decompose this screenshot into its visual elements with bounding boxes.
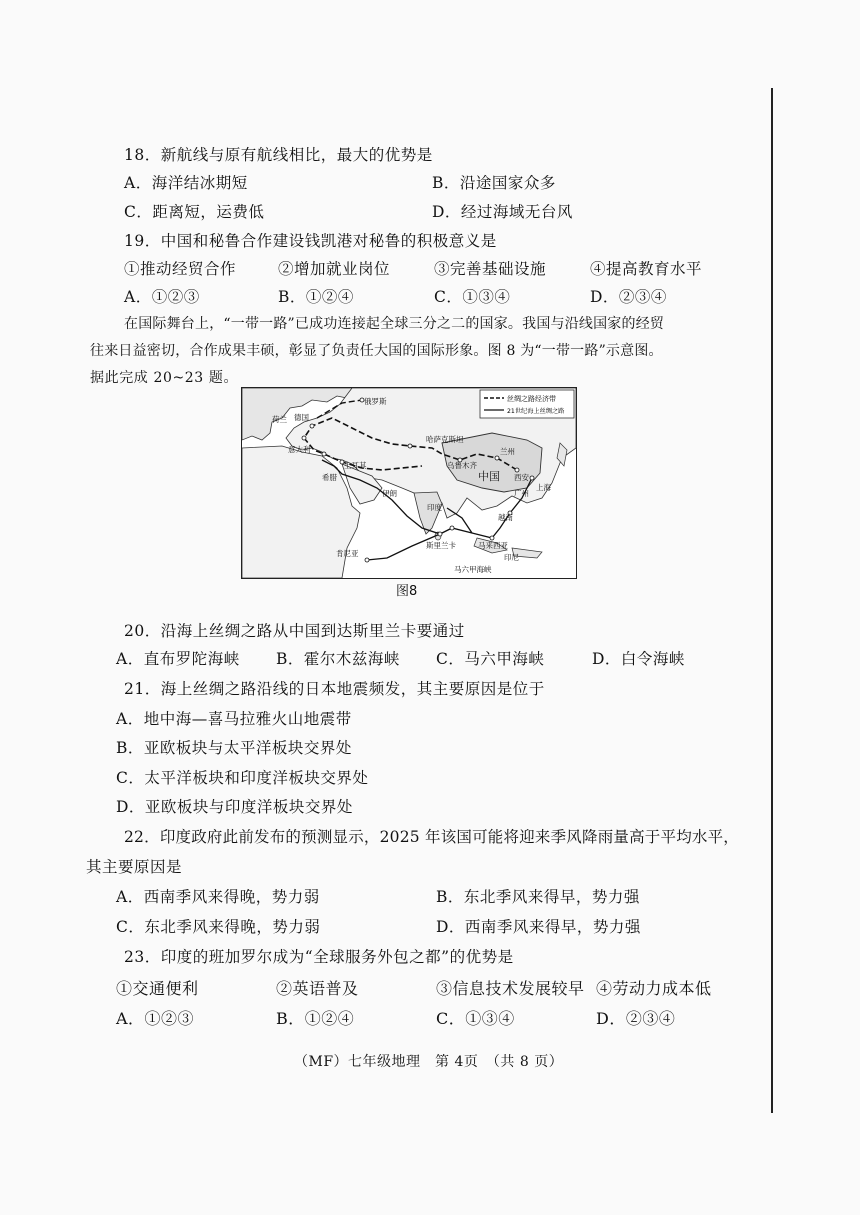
label-indonesia: 印尼 xyxy=(504,553,519,562)
label-xian: 西安 xyxy=(514,473,529,482)
label-shanghai: 上海 xyxy=(536,483,551,492)
label-iran: 伊朗 xyxy=(382,489,397,498)
q23-option-a: A．①②③ xyxy=(116,1009,195,1028)
q23-option-b: B．①②④ xyxy=(276,1009,355,1028)
q22-option-d: D．西南季风来得早，势力强 xyxy=(436,918,641,936)
label-india: 印度 xyxy=(427,503,442,512)
label-guangzhou: 广州 xyxy=(514,489,529,498)
q23-item-4: ④劳动力成本低 xyxy=(596,979,712,998)
label-sri-lanka: 斯里兰卡 xyxy=(426,541,456,550)
q18-stem: 18．新航线与原有航线相比，最大的优势是 xyxy=(124,146,433,164)
label-malaysia: 马来西亚 xyxy=(478,541,508,550)
q19-option-a: A．①②③ xyxy=(124,288,200,306)
q19-option-d: D．②③④ xyxy=(590,288,667,306)
intro-line-1: 在国际舞台上，“一带一路”已成功连接起全球三分之二的国家。我国与沿线国家的经贸 xyxy=(124,316,665,332)
q20-option-a: A．直布罗陀海峡 xyxy=(116,650,240,668)
q23-item-3: ③信息技术发展较早 xyxy=(436,979,585,998)
q23-item-1: ①交通便利 xyxy=(116,979,199,998)
label-italy: 意大利 xyxy=(288,445,311,454)
page-footer: （MF）七年级地理 第 4页 （共 8 页） xyxy=(294,1054,564,1070)
q18-option-a: A．海洋结冰期短 xyxy=(124,174,248,192)
label-kenya: 肯尼亚 xyxy=(336,549,359,558)
q21-option-d: D．亚欧板块与印度洋板块交界处 xyxy=(116,798,353,816)
q20-option-b: B．霍尔木兹海峡 xyxy=(276,650,400,668)
q19-option-c: C．①③④ xyxy=(434,288,511,306)
label-vietnam: 越南 xyxy=(498,513,513,522)
q18-option-d: D．经过海域无台风 xyxy=(432,203,573,221)
q19-stem: 19．中国和秘鲁合作建设钱凯港对秘鲁的积极意义是 xyxy=(124,232,497,250)
label-netherlands: 荷兰 xyxy=(272,415,287,424)
figure-caption: 图8 xyxy=(396,584,418,599)
intro-line-3: 据此完成 20~23 题。 xyxy=(90,370,239,386)
q19-item-4: ④提高教育水平 xyxy=(590,260,703,278)
q21-option-b: B．亚欧板块与太平洋板块交界处 xyxy=(116,739,352,757)
legend-belt-label: 丝绸之路经济带 xyxy=(507,395,556,403)
label-malacca: 马六甲海峡 xyxy=(454,565,492,574)
map-svg xyxy=(242,388,576,578)
q21-option-c: C．太平洋板块和印度洋板块交界处 xyxy=(116,769,369,787)
label-germany: 德国 xyxy=(294,413,309,422)
label-lanzhou: 兰州 xyxy=(500,447,515,456)
belt-and-road-map xyxy=(241,387,577,579)
intro-line-2: 往来日益密切，合作成果丰硕，彰显了负责任大国的国际形象。图 8 为“一带一路”示意图。 xyxy=(90,343,663,359)
q19-item-2: ②增加就业岗位 xyxy=(278,260,391,278)
q20-stem: 20．沿海上丝绸之路从中国到达斯里兰卡要通过 xyxy=(124,622,465,640)
q19-item-1: ①推动经贸合作 xyxy=(124,260,237,278)
q20-option-d: D．白令海峡 xyxy=(592,650,685,668)
binding-margin-line xyxy=(771,88,773,1113)
q22-option-a: A．西南季风来得晚，势力弱 xyxy=(116,888,320,906)
q22-option-b: B．东北季风来得早，势力强 xyxy=(436,888,640,906)
label-china: 中国 xyxy=(478,470,500,483)
q23-stem: 23．印度的班加罗尔成为“全球服务外包之都”的优势是 xyxy=(124,948,514,966)
india-landmass xyxy=(414,492,442,534)
q23-option-d: D．②③④ xyxy=(596,1009,676,1028)
q23-option-c: C．①③④ xyxy=(436,1009,515,1028)
q20-option-c: C．马六甲海峡 xyxy=(436,650,545,668)
q19-option-b: B．①②④ xyxy=(278,288,354,306)
q18-option-b: B．沿途国家众多 xyxy=(432,174,556,192)
q18-option-c: C．距离短，运费低 xyxy=(124,203,265,221)
q22-stem-line-2: 其主要原因是 xyxy=(86,858,183,876)
label-turkey: 土耳其 xyxy=(344,461,367,470)
label-russia: 俄罗斯 xyxy=(364,397,387,406)
q21-option-a: A．地中海—喜马拉雅火山地震带 xyxy=(116,710,352,728)
label-greece: 希腊 xyxy=(322,473,337,482)
q21-stem: 21．海上丝绸之路沿线的日本地震频发，其主要原因是位于 xyxy=(124,680,545,698)
q22-option-c: C．东北季风来得晚，势力弱 xyxy=(116,918,321,936)
q22-stem-line-1: 22．印度政府此前发布的预测显示，2025 年该国可能将迎来季风降雨量高于平均水平， xyxy=(124,828,739,846)
label-kazakhstan: 哈萨克斯坦 xyxy=(426,435,464,444)
legend-maritime-label: 21世纪海上丝绸之路 xyxy=(507,408,565,415)
q23-item-2: ②英语普及 xyxy=(276,979,359,998)
q19-item-3: ③完善基础设施 xyxy=(434,260,547,278)
label-urumqi: 乌鲁木齐 xyxy=(447,461,477,470)
